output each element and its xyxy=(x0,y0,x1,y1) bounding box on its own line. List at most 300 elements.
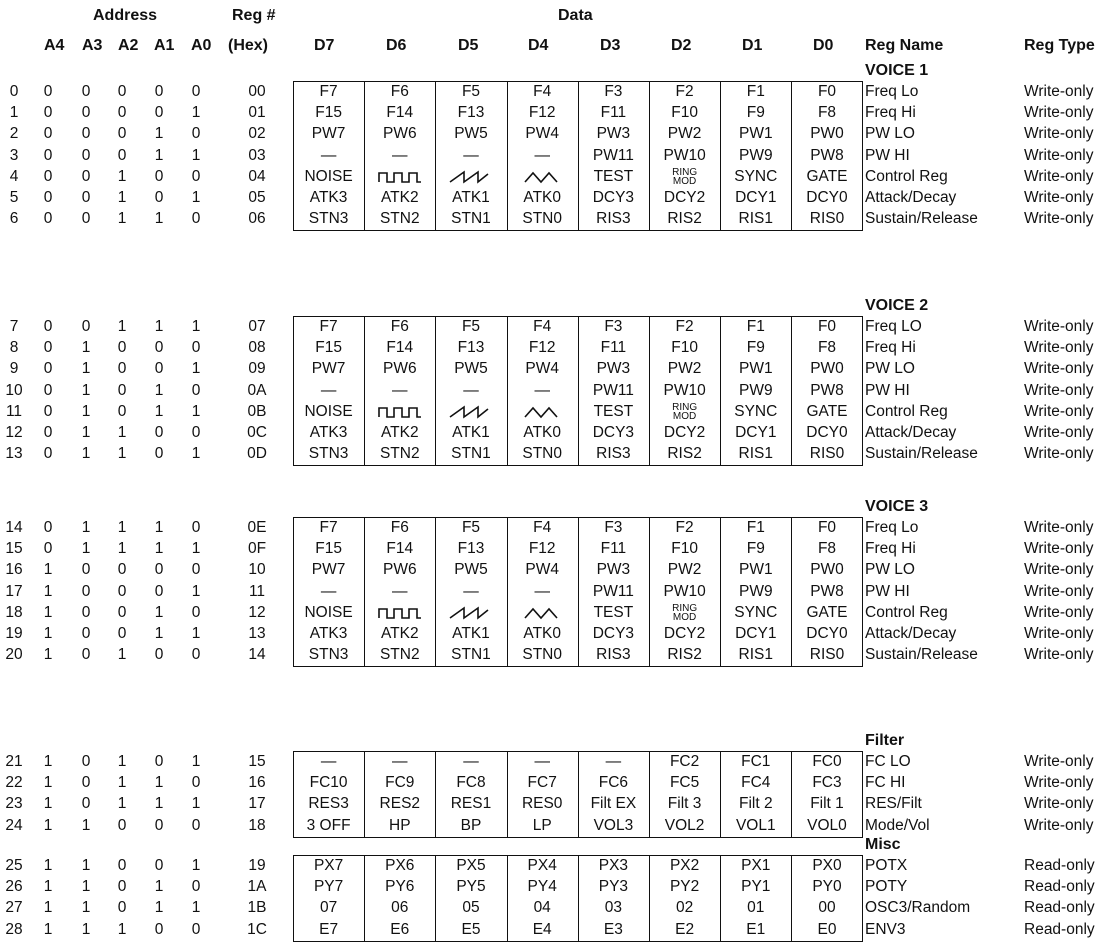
data-bit-d1: DCY1 xyxy=(735,424,777,441)
data-bit-d2: Filt 3 xyxy=(667,795,702,813)
register-type: Read-only xyxy=(1024,899,1095,917)
data-bit-d4: ATK0 xyxy=(523,424,561,441)
address-bit-a3: 0 xyxy=(81,210,91,228)
address-bit-a0: 0 xyxy=(191,83,201,100)
register-hex: 17 xyxy=(248,795,266,813)
pulse-wave-icon xyxy=(377,405,423,419)
register-row xyxy=(0,359,1120,379)
address-bit-a0: 1 xyxy=(191,582,201,600)
register-name: OSC3/Random xyxy=(865,899,971,917)
ring-mod-line1: RING xyxy=(672,401,698,413)
address-bit-a3: 1 xyxy=(81,360,91,378)
data-bit-d7: — xyxy=(320,381,337,399)
addr-col-a4: A4 xyxy=(44,37,65,54)
register-hex: 0D xyxy=(247,445,267,463)
data-bit-d7: RES3 xyxy=(308,795,349,813)
sawtooth-wave-icon xyxy=(448,170,494,184)
register-type: Write-only xyxy=(1024,104,1094,122)
register-number: 22 xyxy=(5,774,23,792)
address-bit-a1: 1 xyxy=(154,625,164,642)
reg-name-header: Reg Name xyxy=(865,37,944,54)
register-hex: 08 xyxy=(248,339,266,357)
data-bit-d2: PW2 xyxy=(667,125,702,143)
register-name: POTX xyxy=(865,857,908,874)
register-row xyxy=(0,402,1120,422)
address-bit-a1: 1 xyxy=(154,795,164,813)
register-type: Write-only xyxy=(1024,519,1094,536)
data-bit-d2 xyxy=(651,603,718,623)
data-bit-d2: FC2 xyxy=(669,753,700,770)
register-type: Write-only xyxy=(1024,582,1094,600)
address-bit-a2: 0 xyxy=(117,561,127,579)
address-bit-a0: 0 xyxy=(191,519,201,536)
reg-type-header: Reg Type xyxy=(1024,37,1095,54)
data-bit-d3: Filt EX xyxy=(590,795,637,813)
address-bit-a2: 0 xyxy=(117,816,127,834)
data-bit-d1: SYNC xyxy=(734,603,778,621)
data-bit-d0: F0 xyxy=(817,519,837,536)
register-row xyxy=(0,539,1120,559)
data-bit-d5 xyxy=(437,402,504,422)
address-bit-a3: 0 xyxy=(81,104,91,122)
address-bit-a4: 0 xyxy=(43,104,53,122)
register-type: Write-only xyxy=(1024,561,1094,579)
address-bit-a1: 0 xyxy=(154,104,164,122)
reg-hex-header: (Hex) xyxy=(228,37,269,54)
register-type: Write-only xyxy=(1024,318,1094,335)
register-number: 8 xyxy=(9,339,19,357)
data-bit-d1: FC1 xyxy=(741,753,771,770)
data-bit-d1: PW1 xyxy=(738,360,773,378)
address-bit-a4: 0 xyxy=(43,381,53,399)
register-number: 1 xyxy=(9,104,19,122)
data-bit-d4: PX4 xyxy=(527,857,557,874)
address-bit-a1: 1 xyxy=(154,540,164,558)
data-bit-d2: RIS2 xyxy=(667,646,702,664)
data-bit-d0: 00 xyxy=(818,899,836,917)
register-number: 21 xyxy=(5,753,23,770)
address-bit-a3: 0 xyxy=(81,625,91,642)
address-bit-a3: 0 xyxy=(81,125,91,143)
data-bit-d2: PY2 xyxy=(669,878,700,896)
data-bit-d3: DCY3 xyxy=(592,625,635,642)
data-bit-d7: — xyxy=(320,582,337,600)
data-bit-d2: FC5 xyxy=(669,774,700,792)
address-bit-a2: 0 xyxy=(117,582,127,600)
data-bit-d7: PW7 xyxy=(311,561,346,579)
data-bit-d7: 07 xyxy=(319,899,338,917)
data-bit-d5: F5 xyxy=(461,519,481,536)
address-bit-a4: 1 xyxy=(43,646,53,664)
register-row xyxy=(0,146,1120,166)
addr-col-a1: A1 xyxy=(154,37,175,54)
address-bit-a3: 0 xyxy=(81,753,91,770)
register-type: Read-only xyxy=(1024,857,1095,874)
address-bit-a3: 0 xyxy=(81,795,91,813)
register-name: FC LO xyxy=(865,753,911,770)
address-bit-a4: 1 xyxy=(43,603,53,621)
data-bit-d7: F15 xyxy=(315,104,342,122)
data-bit-d4: F12 xyxy=(528,540,556,558)
data-bit-d3: TEST xyxy=(593,402,634,420)
register-type: Write-only xyxy=(1024,816,1094,834)
data-bit-d2: PW10 xyxy=(663,381,706,399)
data-bit-d7: STN3 xyxy=(308,445,349,463)
register-name: Attack/Decay xyxy=(865,189,957,206)
address-bit-a2: 1 xyxy=(117,189,127,206)
data-bit-d7: — xyxy=(320,753,337,770)
register-name: PW LO xyxy=(865,360,915,378)
data-bit-d3: PW11 xyxy=(592,146,634,164)
ring-mod-line2: MOD xyxy=(672,611,697,623)
register-hex: 13 xyxy=(248,625,266,642)
data-bit-d1: PX1 xyxy=(741,857,771,874)
address-bit-a4: 0 xyxy=(43,125,53,143)
register-number: 23 xyxy=(5,795,23,813)
address-bit-a3: 0 xyxy=(81,561,91,579)
register-hex: 02 xyxy=(248,125,266,143)
data-bit-d0: DCY0 xyxy=(806,625,848,642)
data-bit-d0: RIS0 xyxy=(809,210,845,228)
address-bit-a4: 0 xyxy=(43,360,53,378)
register-row xyxy=(0,794,1120,814)
address-bit-a2: 0 xyxy=(117,402,127,420)
address-bit-a2: 0 xyxy=(117,381,127,399)
register-row xyxy=(0,624,1120,644)
address-bit-a3: 0 xyxy=(81,167,91,185)
data-bit-d3: F3 xyxy=(604,83,623,100)
data-bit-d3: RIS3 xyxy=(596,210,631,228)
data-bit-d2 xyxy=(651,167,718,187)
data-bit-d6: E6 xyxy=(390,920,410,938)
data-bit-d2: 02 xyxy=(675,899,694,917)
data-bit-d2: PW10 xyxy=(663,146,706,164)
register-type: Write-only xyxy=(1024,753,1094,770)
register-row xyxy=(0,317,1120,337)
data-bit-d3: FC6 xyxy=(598,774,629,792)
ring-mod-line2: MOD xyxy=(672,410,697,422)
data-bit-d6 xyxy=(366,167,433,187)
register-type: Write-only xyxy=(1024,424,1094,441)
address-bit-a0: 1 xyxy=(191,360,201,378)
register-type: Write-only xyxy=(1024,83,1094,100)
address-bit-a0: 1 xyxy=(191,899,201,917)
group-label: Filter xyxy=(865,732,905,749)
data-bit-d3: DCY3 xyxy=(592,189,635,206)
address-bit-a4: 1 xyxy=(43,920,53,938)
register-hex: 06 xyxy=(248,210,266,228)
data-bit-d6: — xyxy=(392,381,408,399)
register-type: Write-only xyxy=(1024,146,1094,164)
address-bit-a2: 1 xyxy=(117,753,127,770)
data-bit-d0: GATE xyxy=(806,402,848,420)
data-bit-d0: Filt 1 xyxy=(810,795,844,813)
register-number: 25 xyxy=(5,857,23,874)
register-number: 28 xyxy=(5,920,23,938)
data-bit-d0: F8 xyxy=(817,540,837,558)
data-col-d1: D1 xyxy=(742,37,763,54)
data-bit-d2 xyxy=(651,402,718,422)
data-bit-d1: PW9 xyxy=(738,146,773,164)
data-bit-d3: F11 xyxy=(600,104,627,122)
pulse-wave-icon xyxy=(377,170,423,184)
data-bit-d5: PX5 xyxy=(456,857,486,874)
register-hex: 14 xyxy=(248,646,266,664)
data-bit-d4: F12 xyxy=(528,339,556,357)
data-bit-d1: SYNC xyxy=(734,167,778,185)
register-name: PW LO xyxy=(865,561,915,579)
register-row xyxy=(0,188,1120,208)
address-bit-a2: 1 xyxy=(117,167,127,185)
data-bit-d3: F11 xyxy=(600,339,627,357)
data-bit-d6: PW6 xyxy=(382,360,417,378)
data-bit-d7: ATK3 xyxy=(309,424,348,441)
register-hex: 18 xyxy=(248,816,266,834)
register-hex: 05 xyxy=(248,189,266,206)
data-bit-d5: F13 xyxy=(457,104,485,122)
data-bit-d2: F2 xyxy=(675,83,694,100)
data-bit-d6: ATK2 xyxy=(380,625,419,642)
data-bit-d4: LP xyxy=(532,816,552,834)
address-bit-a4: 1 xyxy=(43,561,53,579)
register-row xyxy=(0,603,1120,623)
data-bit-d6: — xyxy=(392,753,408,770)
data-bit-d5: 05 xyxy=(462,899,480,917)
address-bit-a1: 0 xyxy=(154,561,164,579)
data-bit-d4 xyxy=(509,167,576,187)
address-bit-a2: 0 xyxy=(117,857,127,874)
data-bit-d4: PW4 xyxy=(525,360,559,378)
data-bit-d6: F6 xyxy=(390,519,409,536)
address-bit-a3: 1 xyxy=(81,424,91,441)
address-bit-a0: 1 xyxy=(191,753,201,770)
address-bit-a0: 0 xyxy=(191,381,201,399)
sawtooth-wave-icon xyxy=(448,606,494,620)
address-bit-a0: 0 xyxy=(191,603,201,621)
ring-mod-label xyxy=(672,603,697,622)
data-bit-d5: ATK1 xyxy=(452,189,490,206)
register-number: 18 xyxy=(5,603,23,621)
register-row xyxy=(0,773,1120,793)
pulse-wave-icon xyxy=(377,606,423,620)
register-type: Write-only xyxy=(1024,189,1094,206)
data-bit-d5: PW5 xyxy=(454,125,488,143)
data-bit-d1: PW9 xyxy=(738,381,773,399)
register-hex: 00 xyxy=(248,83,266,100)
address-bit-a4: 1 xyxy=(43,582,53,600)
register-row xyxy=(0,560,1120,580)
register-number: 24 xyxy=(5,816,23,834)
data-bit-d0: F8 xyxy=(817,339,837,357)
register-row xyxy=(0,381,1120,401)
register-row xyxy=(0,582,1120,602)
data-bit-d5: F13 xyxy=(457,339,485,357)
register-number: 17 xyxy=(5,582,23,600)
register-name: Sustain/Release xyxy=(865,210,978,228)
address-bit-a0: 0 xyxy=(191,424,201,441)
address-bit-a4: 0 xyxy=(43,167,53,185)
address-bit-a1: 0 xyxy=(154,167,164,185)
address-bit-a1: 1 xyxy=(154,125,164,143)
address-bit-a3: 1 xyxy=(81,402,91,420)
register-type: Write-only xyxy=(1024,540,1094,558)
data-bit-d7: E7 xyxy=(319,920,339,938)
address-bit-a2: 1 xyxy=(117,795,127,813)
register-type: Write-only xyxy=(1024,167,1094,185)
register-type: Write-only xyxy=(1024,646,1094,664)
address-bit-a2: 1 xyxy=(117,519,127,536)
data-bit-d0: F0 xyxy=(817,318,837,335)
register-type: Write-only xyxy=(1024,360,1094,378)
address-bit-a3: 1 xyxy=(81,339,91,357)
data-bit-d7: — xyxy=(320,146,337,164)
data-col-d0: D0 xyxy=(813,37,834,54)
address-bit-a3: 1 xyxy=(81,445,91,463)
sawtooth-wave-icon xyxy=(448,405,494,419)
register-name: Sustain/Release xyxy=(865,646,978,664)
data-bit-d2: F10 xyxy=(671,540,698,558)
address-bit-a1: 1 xyxy=(154,519,164,536)
address-bit-a2: 0 xyxy=(117,339,127,357)
data-bit-d1: PW1 xyxy=(738,561,773,579)
register-number: 0 xyxy=(9,83,19,100)
address-bit-a0: 1 xyxy=(191,795,201,813)
register-number: 12 xyxy=(5,424,23,441)
data-bit-d4: PW4 xyxy=(525,561,559,579)
data-bit-d6: ATK2 xyxy=(380,424,419,441)
address-bit-a1: 0 xyxy=(154,83,164,100)
data-bit-d3: VOL3 xyxy=(593,816,634,834)
register-hex: 03 xyxy=(248,146,266,164)
data-bit-d7: STN3 xyxy=(308,646,349,664)
address-bit-a1: 0 xyxy=(154,857,164,874)
address-bit-a4: 0 xyxy=(43,402,53,420)
data-bit-d6: 06 xyxy=(391,899,409,917)
address-bit-a0: 0 xyxy=(191,125,201,143)
register-number: 20 xyxy=(5,646,23,664)
address-bit-a3: 1 xyxy=(81,899,91,917)
data-bit-d1: F1 xyxy=(746,519,765,536)
data-bit-d3: PW11 xyxy=(592,381,634,399)
data-bit-d5: F5 xyxy=(461,318,481,335)
data-bit-d5: STN1 xyxy=(451,445,491,463)
data-bit-d5: PW5 xyxy=(454,561,488,579)
register-name: Freq Hi xyxy=(865,104,916,122)
data-bit-d4: F12 xyxy=(528,104,556,122)
data-bit-d5 xyxy=(437,167,504,187)
address-bit-a0: 1 xyxy=(191,540,201,558)
address-bit-a4: 0 xyxy=(43,189,53,206)
data-bit-d4: F4 xyxy=(533,83,552,100)
address-bit-a1: 0 xyxy=(154,920,164,938)
register-hex: 1A xyxy=(247,878,267,896)
address-bit-a2: 0 xyxy=(117,125,127,143)
address-bit-a2: 1 xyxy=(117,774,127,792)
data-bit-d5: PY5 xyxy=(456,878,486,896)
address-bit-a4: 0 xyxy=(43,318,53,335)
register-number: 10 xyxy=(5,381,23,399)
data-bit-d5: ATK1 xyxy=(452,424,490,441)
data-bit-d5: — xyxy=(463,381,479,399)
register-name: PW HI xyxy=(865,582,910,600)
data-bit-d7: PY7 xyxy=(313,878,344,896)
register-hex: 0F xyxy=(247,540,267,558)
register-type: Write-only xyxy=(1024,339,1094,357)
data-bit-d7: ATK3 xyxy=(309,625,348,642)
register-type: Write-only xyxy=(1024,445,1094,463)
address-bit-a0: 0 xyxy=(191,561,201,579)
data-bit-d4: STN0 xyxy=(522,210,562,228)
register-name: Freq Lo xyxy=(865,519,919,536)
data-bit-d5: — xyxy=(463,753,479,770)
address-bit-a1: 1 xyxy=(154,318,164,335)
triangle-wave-icon xyxy=(519,405,565,419)
address-bit-a1: 0 xyxy=(154,424,164,441)
register-name: Sustain/Release xyxy=(865,445,978,463)
address-bit-a4: 0 xyxy=(43,424,53,441)
address-header: Address xyxy=(93,7,158,24)
address-bit-a1: 1 xyxy=(154,774,164,792)
address-bit-a1: 0 xyxy=(154,189,164,206)
register-hex: 1B xyxy=(247,899,267,917)
data-bit-d1: PW9 xyxy=(738,582,773,600)
data-bit-d0: F8 xyxy=(817,104,837,122)
address-bit-a2: 1 xyxy=(117,318,127,335)
data-bit-d7: F7 xyxy=(319,519,338,536)
data-bit-d4: STN0 xyxy=(522,445,562,463)
address-bit-a1: 1 xyxy=(154,146,164,164)
address-bit-a2: 1 xyxy=(117,920,127,938)
data-bit-d6: F6 xyxy=(390,83,409,100)
ring-mod-line1: RING xyxy=(672,602,698,614)
data-bit-d2: DCY2 xyxy=(663,424,706,441)
data-bit-d1: DCY1 xyxy=(735,189,777,206)
address-bit-a3: 1 xyxy=(81,381,91,399)
data-bit-d4 xyxy=(509,603,576,623)
register-name: PW HI xyxy=(865,381,910,399)
data-bit-d4: — xyxy=(534,146,550,164)
data-bit-d7: F15 xyxy=(315,339,342,357)
data-bit-d5: F13 xyxy=(457,540,485,558)
address-bit-a1: 0 xyxy=(154,339,164,357)
register-hex: 11 xyxy=(248,582,266,600)
register-name: Attack/Decay xyxy=(865,424,957,441)
data-bit-d6: F14 xyxy=(386,339,414,357)
address-bit-a0: 0 xyxy=(191,920,201,938)
register-type: Write-only xyxy=(1024,625,1094,642)
data-bit-d3: PW3 xyxy=(596,125,631,143)
register-number: 15 xyxy=(5,540,23,558)
data-bit-d4: RES0 xyxy=(521,795,563,813)
address-bit-a1: 0 xyxy=(154,646,164,664)
address-bit-a0: 0 xyxy=(191,816,201,834)
register-row xyxy=(0,898,1120,918)
register-row xyxy=(0,444,1120,464)
register-type: Read-only xyxy=(1024,878,1095,896)
register-number: 19 xyxy=(5,625,23,642)
data-bit-d0: E0 xyxy=(817,920,837,938)
data-bit-d6: — xyxy=(392,582,408,600)
register-name: PW HI xyxy=(865,146,910,164)
data-bit-d5: BP xyxy=(460,816,482,834)
data-bit-d3: F3 xyxy=(604,519,623,536)
register-name: Freq Hi xyxy=(865,540,916,558)
register-name: RES/Filt xyxy=(865,795,922,813)
data-bit-d5 xyxy=(437,603,504,623)
data-bit-d4: ATK0 xyxy=(523,189,561,206)
data-bit-d6: F6 xyxy=(390,318,409,335)
register-name: Control Reg xyxy=(865,167,948,185)
